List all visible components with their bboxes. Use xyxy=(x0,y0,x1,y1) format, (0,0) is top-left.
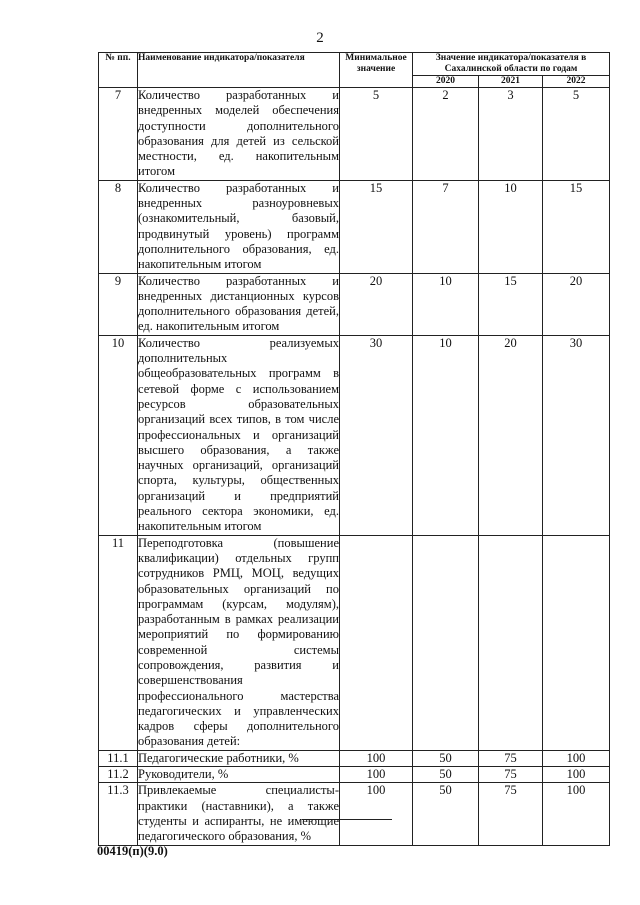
row-min: 5 xyxy=(340,88,413,181)
row-2020: 50 xyxy=(413,783,479,845)
row-name: Количество разработанных и внедренных моделей обеспечения доступности дополнительного образования для детей из сельской местности, ед. накопительным итогом xyxy=(138,88,339,179)
row-min: 15 xyxy=(340,180,413,273)
row-name: Переподготовка (повышение квалификации) отдельных групп сотрудников РМЦ, МОЦ, ведущих образовательных организаций по программам (курсам, модулям), разработанным в рамках реализации мероприятий по формированию современной системы сопровождения, развития и совершенствования профессионального мастерства педагогических и управленческих кадров сферы дополнительного образования детей: xyxy=(138,535,339,749)
indicator-table xyxy=(98,52,610,846)
row-2022: 20 xyxy=(543,273,610,335)
header-name: Наименование индикатора/показателя xyxy=(138,53,340,88)
table-row xyxy=(99,335,610,535)
row-2021: 15 xyxy=(479,273,543,335)
row-name: Привлекаемые специалисты-практики (наставники), а также студенты и аспиранты, не имеющие педагогического образования, % xyxy=(138,783,339,844)
row-name: Педагогические работники, % xyxy=(138,750,340,766)
table-row xyxy=(99,88,610,181)
row-2021: 20 xyxy=(479,335,543,535)
header-min: Минимальное значение xyxy=(340,53,413,88)
row-name: Количество реализуемых дополнительных общеобразовательных программ в сетевой форме с использованием ресурсов образовательных организаций всех типов, в том числе профессиональных и организаций высшего образования, а также научных организаций, организаций спорта, культуры, общественных организаций и предприятий реального сектора экономики, ед. накопительным итогом xyxy=(138,335,339,534)
row-2020: 10 xyxy=(413,335,479,535)
row-2022: 100 xyxy=(543,767,610,783)
header-num: № пп. xyxy=(99,53,138,88)
row-num: 11.2 xyxy=(99,767,138,783)
row-min: 100 xyxy=(340,783,413,845)
row-2020: 50 xyxy=(413,750,479,766)
row-min: 100 xyxy=(340,767,413,783)
row-2020 xyxy=(413,535,479,750)
row-2021: 10 xyxy=(479,180,543,273)
row-2021: 3 xyxy=(479,88,543,181)
row-num: 9 xyxy=(99,273,138,335)
row-2020: 10 xyxy=(413,273,479,335)
footer-divider xyxy=(302,819,392,820)
row-2022: 15 xyxy=(543,180,610,273)
table-row xyxy=(99,273,610,335)
header-value-group: Значение индикатора/показателя в Сахалинской области по годам xyxy=(413,53,610,76)
row-2021 xyxy=(479,535,543,750)
row-min: 20 xyxy=(340,273,413,335)
row-num: 10 xyxy=(99,335,138,535)
row-2020: 2 xyxy=(413,88,479,181)
row-2022 xyxy=(543,535,610,750)
row-2020: 50 xyxy=(413,767,479,783)
row-2021: 75 xyxy=(479,750,543,766)
header-year-2022: 2022 xyxy=(543,76,610,88)
row-2022: 5 xyxy=(543,88,610,181)
row-num: 8 xyxy=(99,180,138,273)
row-num: 11 xyxy=(99,535,138,750)
table-row xyxy=(99,750,610,766)
row-2020: 7 xyxy=(413,180,479,273)
table-row xyxy=(99,767,610,783)
row-min: 100 xyxy=(340,750,413,766)
row-name: Количество разработанных и внедренных дистанционных курсов дополнительного образования детей, ед. накопительным итогом xyxy=(138,273,339,334)
row-num: 11.3 xyxy=(99,783,138,845)
row-name: Количество разработанных и внедренных разноуровневых (ознакомительный, базовый, продвинутый уровень) программ дополнительного образования, ед. накопительным итогом xyxy=(138,180,339,272)
header-year-2020: 2020 xyxy=(413,76,479,88)
table-row xyxy=(99,535,610,750)
row-2021: 75 xyxy=(479,767,543,783)
row-min: 30 xyxy=(340,335,413,535)
table-row xyxy=(99,783,610,845)
row-name: Руководители, % xyxy=(138,767,340,783)
row-num: 7 xyxy=(99,88,138,181)
row-2022: 100 xyxy=(543,783,610,845)
page-number: 2 xyxy=(316,30,324,46)
row-2022: 30 xyxy=(543,335,610,535)
document-code: 00419(п)(9.0) xyxy=(97,844,168,858)
row-2021: 75 xyxy=(479,783,543,845)
row-min xyxy=(340,535,413,750)
table-row xyxy=(99,180,610,273)
row-2022: 100 xyxy=(543,750,610,766)
row-num: 11.1 xyxy=(99,750,138,766)
header-year-2021: 2021 xyxy=(479,76,543,88)
